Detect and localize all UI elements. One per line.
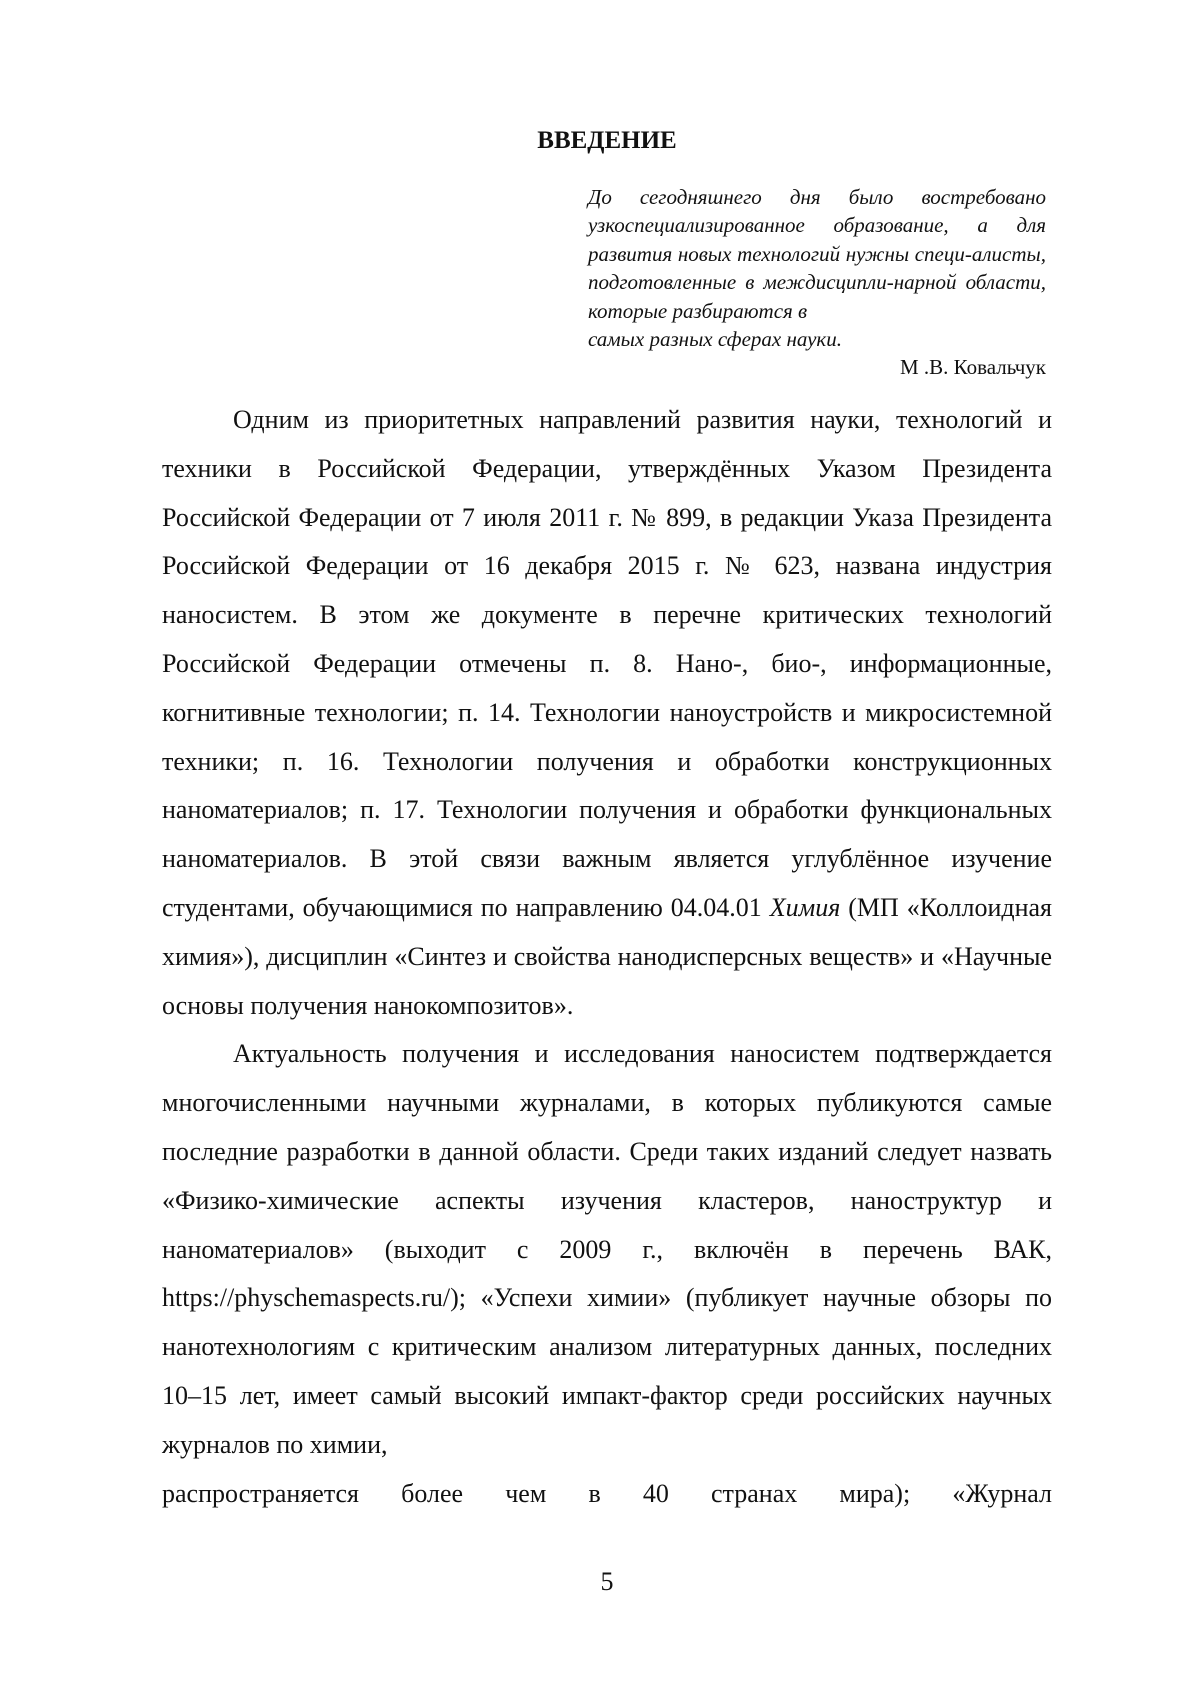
epigraph-line: нарной области, которые разбираются в bbox=[588, 270, 1046, 323]
epigraph-line: узкоспециализированное образование, а для bbox=[588, 213, 1046, 238]
epigraph-line: До сегодняшнего дня было востребовано bbox=[588, 185, 1046, 209]
epigraph-line: развития новых технологий нужны специ- bbox=[588, 241, 972, 266]
paragraph-1-text-end: (МП «Коллоидная химия»), дисциплин «Синтез и свойства нанодисперсных веществ» и «Научные основы получения нанокомпозитов». bbox=[162, 892, 1052, 1020]
epigraph-last-line: самых разных сферах науки. bbox=[588, 327, 843, 352]
epigraph-line: алисты, подготовленные в междисципли- bbox=[588, 241, 1046, 295]
paragraph-1 bbox=[162, 396, 1052, 1030]
paragraph-2-last-line: распространяется более чем в 40 странах мира); «Журнал bbox=[162, 1478, 1052, 1508]
section-heading: ВВЕДЕНИЕ bbox=[537, 127, 677, 154]
paragraph-1-italic-term: Химия bbox=[769, 892, 841, 922]
epigraph bbox=[588, 183, 1046, 381]
epigraph-quote bbox=[588, 183, 1046, 353]
body-text bbox=[162, 396, 1052, 1518]
page-number: 5 bbox=[600, 1567, 614, 1596]
epigraph-author: М .В. Ковальчук bbox=[899, 355, 1046, 380]
paragraph-1-text: Одним из приоритетных направлений развития науки, технологий и техники в Российской Федерации, утверждённых Указом Президента Российской Федерации от 7 июля 2011 г. № 899, в редакции Указа Президента Российской Федерации от 16 декабря 2015 г. № 623, названа индустрия наносистем. В этом же документе в перечне критических технологий Российской Федерации отмечены п. 8. Нано-, био-, информационные, когнитивные технологии; п. 14. Технологии наноустройств и микросистемной техники; п. 16. Технологии получения и обработки конструкционных наноматериалов; п. 17. Технологии получения и обработки функциональных наноматериалов. В этой связи важным является углублённое изучение студентами, обучающимися по направлению 04.04.01 bbox=[162, 405, 1052, 922]
paragraph-2: Актуальность получения и исследования наносистем подтверждается многочисленными научными журналами, в которых публикуются самые последние разработки в данной области. Среди таких изданий следует назвать «Физико-химические аспекты изучения кластеров, наноструктур и наноматериалов» (выходит с 2009 г., включён в перечень ВАК, https://physchemaspects.ru/); «Успехи химии» (публикует научные обзоры по нанотехнологиям с критическим анализом литературных данных, последних 10–15 лет, имеет самый высокий импакт-фактор среди российских научных журналов по химии, bbox=[162, 1039, 1052, 1459]
